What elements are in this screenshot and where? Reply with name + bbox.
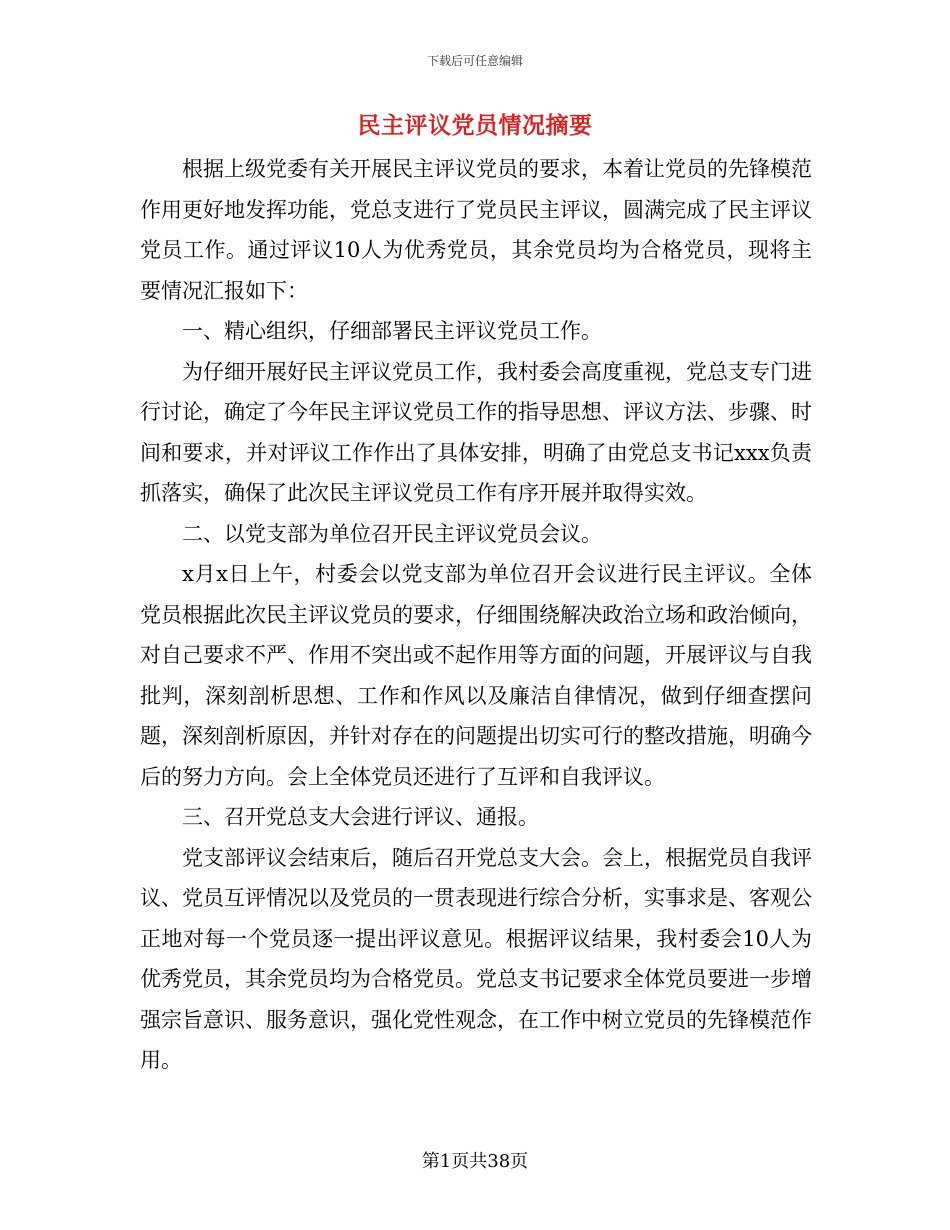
section-heading-2: 二、以党支部为单位召开民主评议党员会议。	[182, 521, 602, 546]
paragraph-section-2: x月x日上午，村委会以党支部为单位召开会议进行民主评议。全体党员根据此次民主评议党员的要求，仔细围绕解决政治立场和政治倾向，对自己要求不严、作用不突出或不起作用等方面的问题，开展评议与自我批判，深刻剖析思想、工作和作风以及廉洁自律情况，做到仔细查摆问题，深刻剖析原因，并针对存在的问题提出切实可行的整改措施，明确今后的努力方向。会上全体党员还进行了互评和自我评议。	[140, 562, 812, 789]
document-body	[140, 149, 812, 1081]
paragraph-section-3: 党支部评议会结束后，随后召开党总支大会。会上，根据党员自我评议、党员互评情况以及党员的一贯表现进行综合分析，实事求是、客观公正地对每一个党员逐一提出评议意见。根据评议结果，我村委会10人为优秀党员，其余党员均为合格党员。党总支书记要求全体党员要进一步增强宗旨意识、服务意识，强化党性观念，在工作中树立党员的先锋模范作用。	[140, 845, 812, 1072]
section-heading-1: 一、精心组织，仔细部署民主评议党员工作。	[182, 319, 602, 343]
document-title: 民主评议党员情况摘要	[357, 112, 593, 139]
header-note: 下载后可任意编辑	[426, 54, 523, 68]
paragraph-intro: 根据上级党委有关开展民主评议党员的要求，本着让党员的先锋模范作用更好地发挥功能，党总支进行了党员民主评议，圆满完成了民主评议党员工作。通过评议10人为优秀党员，其余党员均为合格党员，现将主要情况汇报如下：	[140, 157, 812, 303]
section-heading-3: 三、召开党总支大会进行评议、通报。	[182, 805, 539, 829]
page-number: 第1页共38页	[421, 1151, 529, 1172]
paragraph-section-1: 为仔细开展好民主评议党员工作，我村委会高度重视，党总支专门进行讨论，确定了今年民主评议党员工作的指导思想、评议方法、步骤、时间和要求，并对评议工作作出了具体安排，明确了由党总支书记xxx负责抓落实，确保了此次民主评议党员工作有序开展并取得实效。	[140, 359, 812, 505]
